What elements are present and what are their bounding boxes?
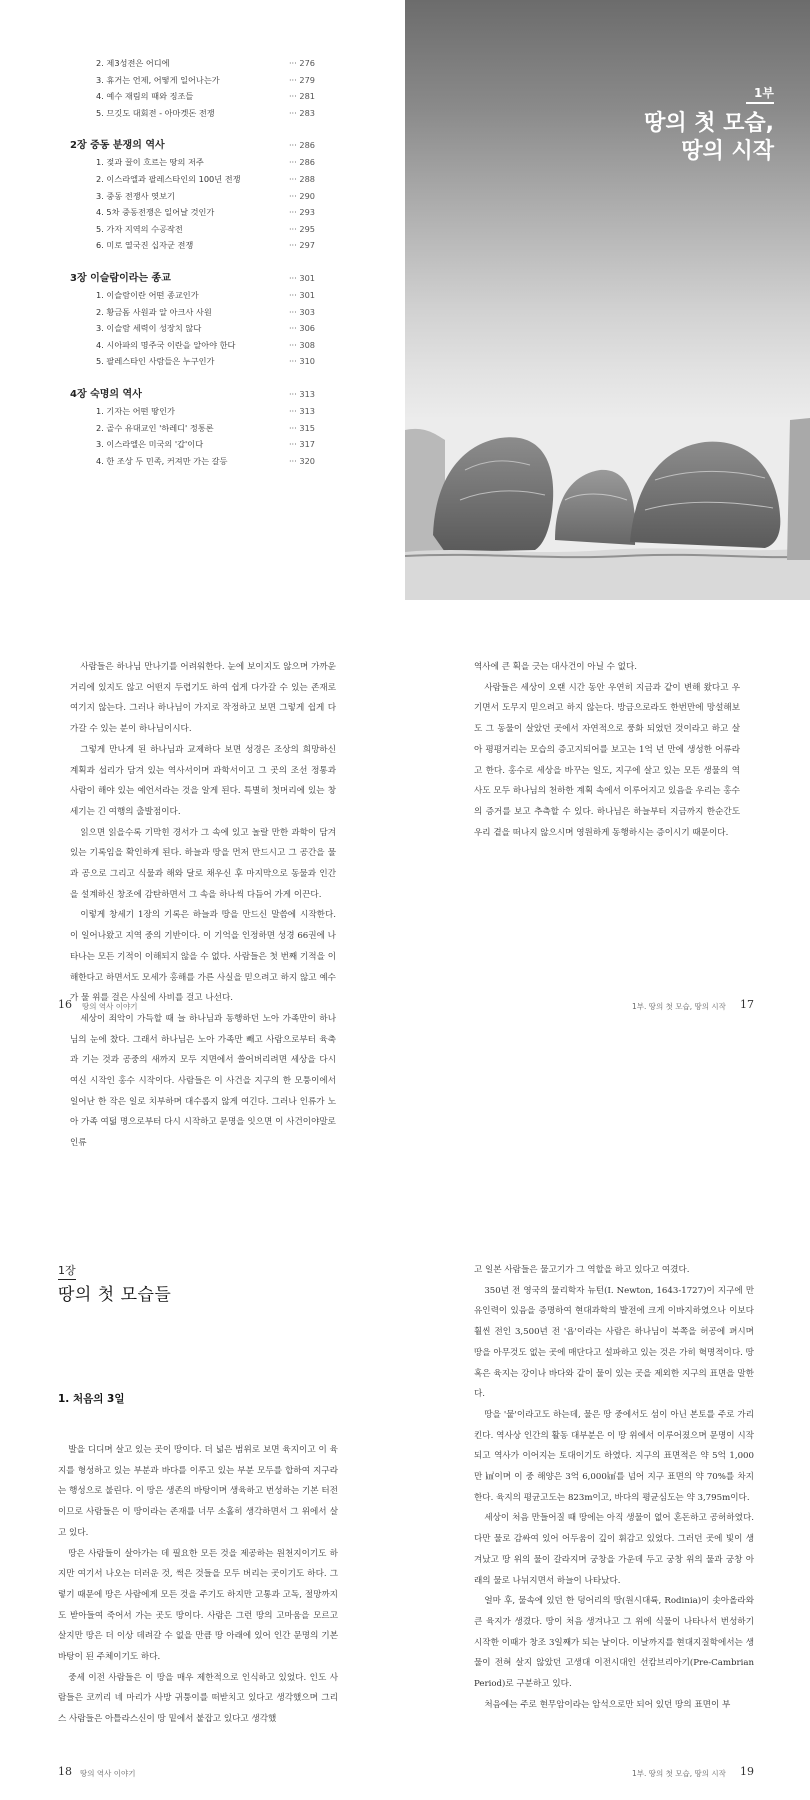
paragraph: 그렇게 만나게 된 하나님과 교제하다 보면 성경은 조상의 희망하신 계획과 섭리가 담겨 있는 역사서이며 과학서이고 그 곳의 조선 정통과 사람이 해야 있는 예언서라는 것을 알게 된다. 특별히 첫머리에 있는 창세기는 긴 여행의 출발점이다. [70, 744, 336, 817]
toc-item-page: ··· 295 [288, 223, 315, 234]
paragraph: 땅을 '뭍'이라고도 하는데, 물은 땅 중에서도 섬이 아닌 본토를 주로 가리킨다. 역사상 인간의 활동 대부분은 이 땅 위에서 이루어졌으며 문명이 시작되고 역사가 이어지는 토대이기도 하였다. 지구의 표면적은 약 5억 1,000만 ㎢이며 이 중 해양은 3억 6,000㎢를 넘어 지구 표면의 약 70%를 차지한다. 육지의 평균고도는 823m이고, 바다의 평균심도는 약 3,795m이다. [474, 1409, 754, 1503]
spread-pages-18-19 [0, 1200, 810, 1800]
running-head: 땅의 역사 이야기 [80, 1769, 136, 1778]
toc-item-page: ··· 301 [288, 289, 315, 300]
toc-chapter [70, 136, 315, 157]
toc-item-label: 1. 젖과 꿀이 흐르는 땅의 저주 [96, 157, 204, 168]
toc-item-label: 3. 휴거는 언제, 어떻게 일어나는가 [96, 74, 220, 85]
toc-item-page: ··· 288 [288, 173, 315, 184]
toc-chapter-items [70, 406, 315, 472]
toc-item-page: ··· 308 [288, 339, 315, 350]
part-title-line-1: 땅의 첫 모습, [644, 111, 774, 136]
toc-item [96, 356, 315, 373]
toc-item [96, 290, 315, 307]
page-18-body [58, 1440, 338, 1730]
toc-chapter-label: 2장 중동 분쟁의 역사 [70, 140, 165, 152]
toc-item [96, 224, 315, 241]
toc-chapter-items [70, 290, 315, 373]
toc-item [96, 108, 315, 125]
toc-item-page: ··· 297 [288, 240, 315, 251]
toc-item-label: 3. 이슬람 세력이 성장치 않다 [96, 323, 202, 334]
part-rule [746, 102, 774, 104]
toc-chapter-label: 4장 숙명의 역사 [70, 388, 142, 400]
page-number: 18 [58, 1765, 72, 1778]
paragraph: 고 일본 사람들은 물고기가 그 역할을 하고 있다고 여겼다. [474, 1265, 690, 1275]
running-head: 1부. 땅의 첫 모습, 땅의 시작 [632, 1769, 726, 1778]
toc-item [96, 307, 315, 324]
paragraph: 얼마 후, 물속에 있던 한 덩어리의 땅(원시대륙, Rodinia)이 솟아올라와 큰 육지가 생겼다. 땅이 처음 생겨나고 그 위에 식물이 나타나서 번성하기 시작한 이때가 창조 3일째가 되는 날이다. 이날까지를 현대지질학에서는 생물이 전혀 살지 않았던 고생대 이전시대인 선캄브리아기(Pre-Cambrian Period)로 구분하고 있다. [474, 1596, 754, 1690]
page-number: 16 [58, 998, 72, 1011]
toc-item-label: 5. 가자 지역의 수공작전 [96, 223, 183, 234]
toc-item-page: ··· 290 [288, 190, 315, 201]
toc-chapter-page: ··· 301 [288, 272, 315, 283]
toc-item [96, 157, 315, 174]
paragraph: 처음에는 주로 현무암이라는 암석으로만 되어 있던 땅의 표면이 부 [484, 1699, 731, 1710]
toc-item-page: ··· 281 [288, 91, 315, 102]
toc-item [96, 323, 315, 340]
toc-chapter [70, 269, 315, 290]
chapter-number: 1장 [58, 1262, 76, 1280]
paragraph: 땅은 사람들이 살아가는 데 필요한 모든 것을 제공하는 원천지이기도 하지만 여기서 나오는 더러운 것, 썩은 것들을 모두 버리는 곳이기도 하다. 그렇기 때문에 땅은 사람에게 모든 것을 주기도 하지만 고통과 고독, 절망까지도 받아들여 죽어서 가는 곳도 땅이다. 사람은 그런 땅의 고마움을 모르고 살지만 땅은 더 이상 데려갈 수 없을 만큼 땅 아래에 있어 인간 문명의 기본바탕이 된 주체이기도 하다. [58, 1548, 338, 1663]
toc-item-page: ··· 283 [288, 107, 315, 118]
page-19-body [474, 1260, 754, 1715]
toc-item-label: 1. 이슬람이란 어떤 종교인가 [96, 289, 199, 300]
paragraph: 사람들은 세상이 오랜 시간 동안 우연히 지금과 같이 변해 왔다고 우기면서 도무지 믿으려고 하지 않는다. 방금으로라도 한번만에 망설해보도 그 동물이 살았던 곳에서 자연적으로 풍화 되었던 것이라고 하고 살아 평평거리는 모습의 증고지되어를 보고는 1억 년 만에 생성한 어류라고 한다. 홍수로 세상을 바꾸는 일도, 지구에 살고 있는 모든 생물의 역사도 모두 하나님의 천하한 계획 속에서 이루어지고 있음을 우리는 홍수의 증거를 보고 추측할 수 있다. 하나님은 하늘부터 지금까지 한순간도 우리 곁을 떠나지 않으시며 영원하게 동행하시는 증이시기 때문이다. [474, 682, 740, 838]
toc-item-page: ··· 303 [288, 306, 315, 317]
toc-item-label: 5. 팔레스타인 사람들은 누구인가 [96, 356, 215, 367]
paragraph: 세상이 죄악이 가득할 때 늘 하나님과 동행하던 노아 가족만이 하나님의 눈에 찼다. 그래서 하나님은 노아 가족만 빼고 사람으로부터 육축과 기는 것과 공중의 새까지 모두 지면에서 쓸어버리려면 세상을 다시 여신 시작인 홍수 시작이다. 사람들은 이 사건을 지구의 한 모퉁이에서 일어난 한 작은 일로 치부하며 대수롭지 않게 여긴다. 그러나 인류가 노아 가족 여덟 명으로부터 다시 시작하고 문명을 잇으면 이 사건이야말로 인류 [70, 1013, 336, 1149]
part-title [644, 110, 774, 166]
paragraph: 350년 전 영국의 물리학자 뉴턴(I. Newton, 1643-1727)이 지구에 만유인력이 있음을 증명하여 현대과학의 발전에 크게 이바지하였으나 이보다 훨씬 전인 3,500년 전 '욥'이라는 사람은 하나님이 북쪽을 허공에 펴시며 땅을 아무것도 없는 곳에 매단다고 설파하고 있는 것은 가히 혁명적이다. 땅 혹은 육지는 강이나 바다와 같이 물이 있는 곳을 제외한 지구의 표면을 말한다. [474, 1285, 754, 1400]
toc-chapter-page: ··· 313 [288, 388, 315, 399]
toc-item-label: 2. 제3성전은 어디에 [96, 58, 170, 68]
spread-toc-part-title [0, 0, 810, 600]
toc-item [96, 406, 315, 423]
page-17-body [474, 657, 740, 843]
paragraph: 읽으면 읽을수록 기막힌 경서가 그 속에 있고 놀랄 만한 과학이 담겨 있는 기록임을 확인하게 된다. 하늘과 땅을 먼저 만드시고 그 공간을 물과 공으로 그리고 식물과 해와 달로 채우신 후 마지막으로 동물과 인간을 설계하신 창조에 감탄하면서 그 속을 하나씩 다듬어 가게 이끈다. [70, 827, 336, 900]
table-of-contents [70, 58, 315, 472]
running-head: 1부. 땅의 첫 모습, 땅의 시작 [632, 1002, 726, 1011]
toc-item-label: 1. 기자는 어떤 땅인가 [96, 405, 175, 416]
toc-chapter-page: ··· 286 [288, 140, 315, 151]
toc-item-page: ··· 276 [288, 58, 315, 68]
toc-item-page: ··· 310 [288, 356, 315, 367]
toc-chapter-items [70, 157, 315, 257]
page-number: 17 [740, 998, 754, 1011]
paragraph: 세상이 처음 만들어질 때 땅에는 아직 생물이 없어 혼돈하고 공허하였다. 다만 물로 감싸여 있어 어두움이 깊이 휘감고 있었다. 그러던 곳에 빛이 생겨났고 땅 위의 물이 갈라지며 궁창을 가운데 두고 궁창 위의 물과 궁창 아래의 물로 나뉘지면서 하늘이 나타났다. [474, 1513, 754, 1586]
toc-item [96, 174, 315, 191]
toc-item [96, 240, 315, 257]
toc-item [96, 191, 315, 208]
toc-item-label: 2. 황금돔 사원과 알 아크사 사원 [96, 306, 212, 317]
toc-item-label: 3. 중동 전쟁사 엿보기 [96, 190, 175, 201]
toc-item [96, 58, 315, 75]
toc-item [96, 207, 315, 224]
paragraph: 발을 디디며 살고 있는 곳이 땅이다. 더 넓은 범위로 보면 육지이고 이 육지를 형성하고 있는 부분과 바다를 이루고 있는 부분 모두를 합하여 지구라는 행성으로 불린다. 이 땅은 생존의 바탕이며 생육하고 번성하는 기본 터전이므로 사람들은 이 땅이라는 존재를 너무 소홀히 생각하면서 그 위에서 살고 있다. [58, 1445, 338, 1538]
chapter-title: 땅의 첫 모습들 [58, 1285, 172, 1305]
part-title-panel [405, 0, 810, 600]
toc-item-page: ··· 320 [288, 455, 315, 466]
toc-item-label: 5. 므깃도 대회전 - 아마겟돈 전쟁 [96, 107, 215, 118]
toc-item-label: 6. 미로 열국진 십자군 전쟁 [96, 240, 194, 251]
toc-item-page: ··· 279 [288, 74, 315, 85]
rock-illustration [405, 360, 810, 600]
toc-item-label: 3. 이스라엘은 미국의 '갑'이다 [96, 439, 204, 450]
paragraph: 이렇게 창세기 1장의 기록은 하늘과 땅을 만드신 말씀에 시작한다. 이 일어나왔고 지역 중의 기반이다. 이 기억을 인정하면 성경 66권에 나타나는 모든 기적이 이해되지 않을 수 없다. 사람들은 첫 번째 기적을 이해한다고 하면서도 모세가 홍해를 가른 사실을 믿으려고 하지 않고 예수가 물 위를 걸은 사실에 사비를 걸고 나선다. [70, 910, 336, 1004]
section-heading: 1. 처음의 3일 [58, 1393, 125, 1405]
page-16-body [70, 657, 336, 1154]
toc-item-label: 4. 시아파의 명주국 이란을 알아야 한다 [96, 339, 236, 350]
toc-chapter-label: 3장 이슬람이라는 종교 [70, 272, 171, 284]
toc-item [96, 439, 315, 456]
toc-chapter [70, 385, 315, 406]
toc-item-page: ··· 306 [288, 323, 315, 334]
running-head: 땅의 역사 이야기 [82, 1002, 138, 1011]
toc-item-page: ··· 313 [288, 405, 315, 416]
toc-item [96, 91, 315, 108]
spread-pages-16-17 [0, 600, 810, 1200]
toc-lead-items [70, 58, 315, 124]
toc-item-label: 2. 골수 유대교인 '하레디' 정통론 [96, 422, 214, 433]
paragraph: 중세 이전 사람들은 이 땅을 매우 제한적으로 인식하고 있었다. 인도 사람들은 코끼리 네 마리가 사방 귀퉁이를 떠받치고 있다고 생각했으며 그리스 사람들은 아틀라스신이 땅 밑에서 붙잡고 있다고 생각했 [58, 1672, 338, 1725]
page-number: 19 [740, 1765, 754, 1778]
toc-item-page: ··· 286 [288, 157, 315, 168]
part-title-line-2: 땅의 시작 [681, 139, 774, 164]
paragraph: 역사에 큰 획을 긋는 대사건이 아닐 수 없다. [474, 662, 637, 672]
toc-item-label: 2. 이스라엘과 팔레스타인의 100년 전쟁 [96, 173, 241, 184]
paragraph: 사람들은 하나님 만나기를 어려워한다. 눈에 보이지도 않으며 가까운 거리에 있지도 않고 어떤지 두렵기도 하여 쉽게 다가갈 수 있는 존재로 여기지 않는다. 그러나 하나님이 가지로 작정하고 보면 그렇게 쉽게 다가갈 수 있는 분이 하나님이시다. [70, 662, 336, 735]
toc-item-page: ··· 315 [288, 422, 315, 433]
toc-item-label: 4. 5차 중동전쟁은 일어날 것인가 [96, 207, 215, 218]
toc-item [96, 456, 315, 473]
toc-item-label: 4. 예수 재림의 때와 징조들 [96, 91, 194, 102]
toc-item-label: 4. 한 조상 두 민족, 커져만 가는 갈등 [96, 455, 228, 466]
toc-item [96, 423, 315, 440]
toc-item [96, 340, 315, 357]
toc-item [96, 75, 315, 92]
toc-item-page: ··· 317 [288, 439, 315, 450]
toc-item-page: ··· 293 [288, 207, 315, 218]
part-number: 1부 [754, 86, 774, 100]
